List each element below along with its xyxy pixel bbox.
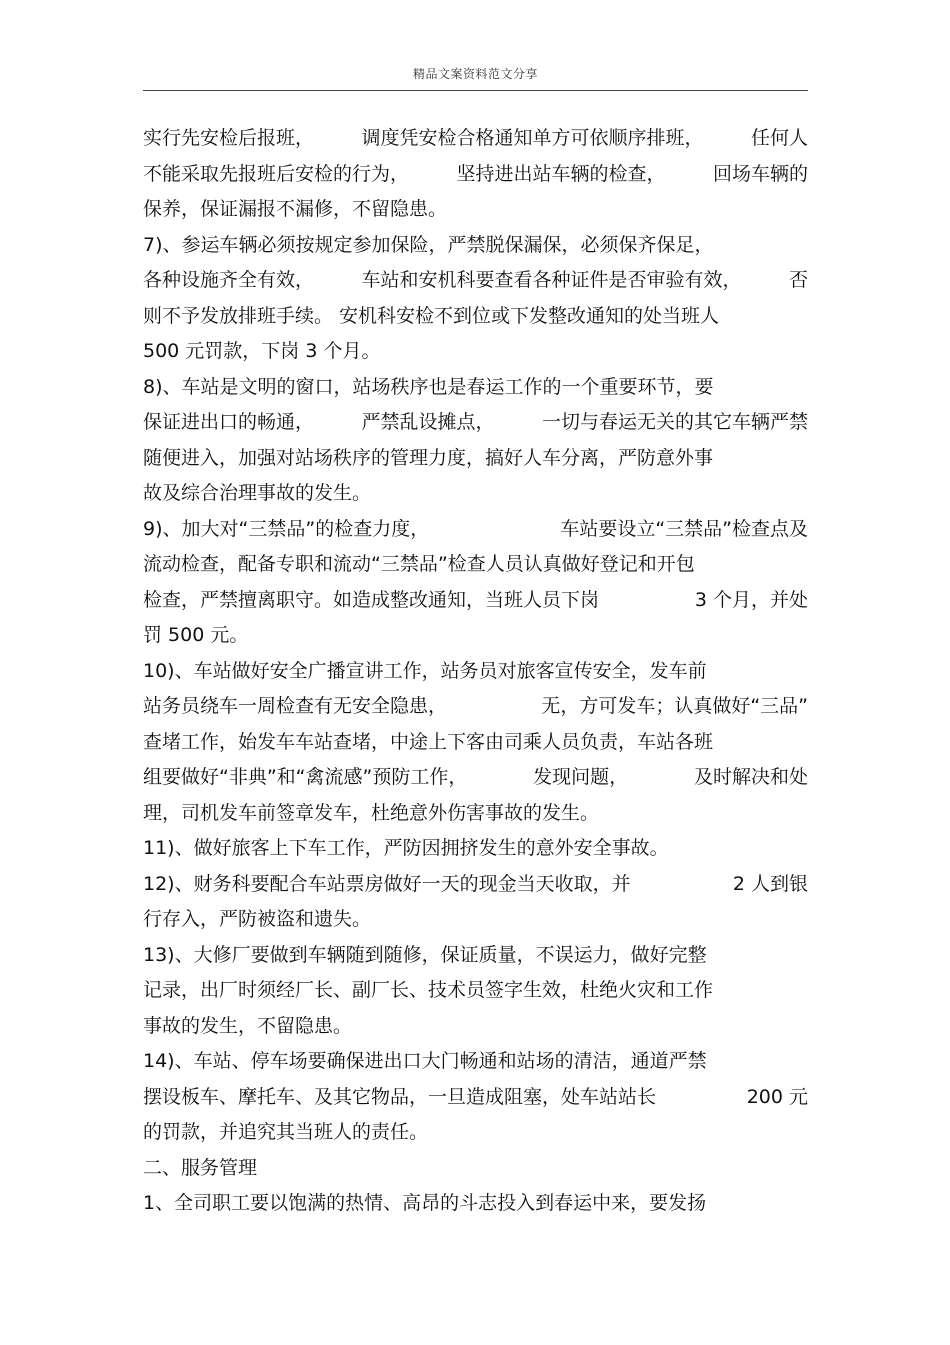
text-line [143,973,808,1009]
text-line [143,1009,808,1045]
text-segment: 流动检查，配备专职和流动“三禁品”检查人员认真做好登记和开包 [143,553,695,575]
text-segment: 检查，严禁擅离职守。如造成整改通知，当班人员下岗 [143,588,600,611]
text-line [143,192,808,228]
text-segment: 严禁乱设摊点， [361,411,495,433]
text-line [143,1115,808,1151]
text-segment: 站务员绕车一周检查有无安全隐患， [143,695,448,717]
text-line [143,121,808,157]
text-line [143,867,808,903]
text-segment: 200 元 [746,1085,808,1108]
text-line [143,760,808,796]
text-segment: 否 [788,269,808,291]
text-line [143,1151,808,1187]
text-line [143,405,808,441]
text-line [143,228,808,264]
text-segment: 3 个月，并处 [694,588,808,611]
text-segment: 坚持进出站车辆的检查， [456,162,666,185]
text-line [143,902,808,938]
text-segment: 事故的发生，不留隐患。 [143,1014,353,1037]
text-segment: 记录，出厂时须经厂长、副厂长、技术员签字生效，杜绝火灾和工作 [143,979,714,1001]
text-segment: 查堵工作，始发车车站查堵，中途上下客由司乘人员负责，车站各班 [143,730,714,753]
text-segment: 组要做好“非典”和“禽流感”预防工作， [143,766,468,788]
text-segment: 发现问题， [533,766,629,788]
document-body [143,121,808,1222]
text-segment: 车站要设立“三禁品”检查点及 [560,517,808,540]
text-segment: 不能采取先报班后安检的行为， [143,162,410,185]
text-segment: 任何人 [750,127,808,149]
text-segment: 回场车辆的 [712,162,808,185]
text-line [143,831,808,867]
text-segment: 1、全司职工要以饱满的热情、高昂的斗志投入到春运中来，要发扬 [143,1192,707,1214]
text-segment: 13)、大修厂要做到车辆随到随修，保证质量，不误运力，做好完整 [143,943,707,966]
text-segment: 罚 500 元。 [143,624,249,646]
text-segment: 8)、车站是文明的窗口，站场秩序也是春运工作的一个重要环节，要 [143,375,714,398]
text-segment: 11)、做好旅客上下车工作，严防因拥挤发生的意外安全事故。 [143,837,669,859]
text-segment: 9)、加大对“三禁品”的检查力度， [143,517,430,540]
text-segment: 及时解决和处 [693,766,808,788]
text-line [143,689,808,725]
text-line [143,370,808,406]
text-line [143,1044,808,1080]
text-line [143,157,808,193]
text-line [143,583,808,619]
text-segment: 无，方可发车；认真做好“三品” [541,695,808,717]
text-line [143,476,808,512]
page-header: 精品文案资料范文分享 [412,67,538,81]
text-line [143,299,808,335]
text-line [143,654,808,690]
text-segment: 保养，保证漏报不漏修，不留隐患。 [143,198,448,220]
text-segment: 车站和安机科要查看各种证件是否审验有效， [361,269,742,291]
text-segment: 10)、车站做好安全广播宣讲工作，站务员对旅客宣传安全，发车前 [143,659,707,682]
text-line [143,796,808,832]
text-line [143,618,808,654]
text-line [143,547,808,583]
text-line [143,1080,808,1116]
text-segment: 则不予发放排班手续。 安机科安检不到位或下发整改通知的处当班人 [143,304,720,327]
text-line [143,725,808,761]
text-segment: 实行先安检后报班， [143,127,315,149]
text-segment: 2 人到银 [732,872,808,895]
text-segment: 14)、车站、停车场要确保进出口大门畅通和站场的清洁，通道严禁 [143,1050,707,1072]
text-line [143,938,808,974]
text-segment: 7)、参运车辆必须按规定参加保险，严禁脱保漏保，必须保齐保足， [143,233,714,256]
text-segment: 故及综合治理事故的发生。 [143,482,372,504]
text-line [143,441,808,477]
text-line [143,1186,808,1222]
text-segment: 保证进出口的畅通， [143,411,315,433]
text-segment: 摆设板车、摩托车、及其它物品，一旦造成阻塞，处车站站长 [143,1085,657,1108]
text-segment: 的罚款，并追究其当班人的责任。 [143,1121,429,1143]
text-segment: 调度凭安检合格通知单方可依顺序排班， [361,127,704,149]
text-line [143,334,808,370]
text-segment: 12)、财务科要配合车站票房做好一天的现金当天收取，并 [143,872,631,895]
text-segment: 各种设施齐全有效， [143,269,315,291]
text-segment: 随便进入，加强对站场秩序的管理力度，搞好人车分离，严防意外事 [143,446,714,469]
text-segment: 500 元罚款，下岗 3 个月。 [143,340,381,362]
text-segment: 一切与春运无关的其它车辆严禁 [541,411,808,433]
text-segment: 理，司机发车前签章发车，杜绝意外伤害事故的发生。 [143,801,600,824]
text-line [143,512,808,548]
text-segment: 二、服务管理 [143,1156,258,1179]
text-segment: 行存入，严防被盗和遗失。 [143,908,372,930]
header-divider [143,90,808,91]
text-line [143,263,808,299]
